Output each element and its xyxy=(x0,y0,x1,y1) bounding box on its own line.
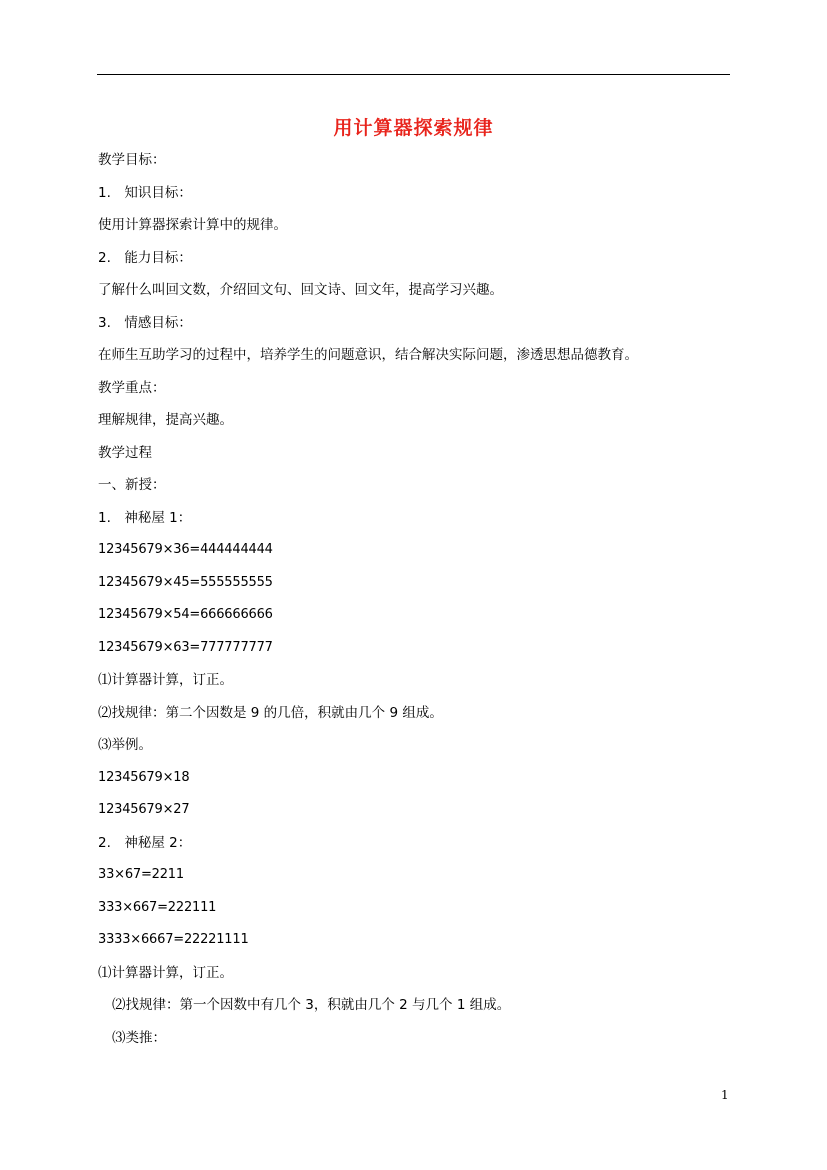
document-title: 用计算器探索规律 xyxy=(333,117,494,139)
mystery-house-2-heading: 2. 神秘屋 2： xyxy=(98,835,192,851)
heading-process: 教学过程 xyxy=(98,445,152,461)
goal-knowledge-heading: 1. 知识目标： xyxy=(98,185,192,201)
goal-ability-heading: 2. 能力目标： xyxy=(98,250,192,266)
section-new-lesson: 一、新授： xyxy=(98,477,166,493)
example-line: 12345679×27 xyxy=(98,802,190,817)
step-examples: ⑶举例。 xyxy=(98,737,152,753)
step-analogy: ⑶类推： xyxy=(112,1030,166,1046)
equation-line: 12345679×63=777777777 xyxy=(98,640,273,655)
example-line: 12345679×18 xyxy=(98,770,190,785)
equation-line: 12345679×36=444444444 xyxy=(98,542,273,557)
equation-line: 12345679×54=666666666 xyxy=(98,607,273,622)
equation-line: 3333×6667=22221111 xyxy=(98,932,249,947)
step-find-pattern: ⑵找规律：第二个因数是 9 的几倍，积就由几个 9 组成。 xyxy=(98,705,443,721)
goal-emotion-text: 在师生互助学习的过程中，培养学生的问题意识，结合解决实际问题，渗透思想品德教育。 xyxy=(98,347,638,363)
goal-knowledge-text: 使用计算器探索计算中的规律。 xyxy=(98,217,287,233)
step-find-pattern: ⑵找规律：第一个因数中有几个 3，积就由几个 2 与几个 1 组成。 xyxy=(112,997,511,1013)
equation-line: 33×67=2211 xyxy=(98,867,184,882)
page-number: 1 xyxy=(721,1088,729,1102)
equation-line: 333×667=222111 xyxy=(98,900,217,915)
heading-teaching-goals: 教学目标： xyxy=(98,152,166,168)
step-calculate: ⑴计算器计算，订正。 xyxy=(98,965,233,981)
step-calculate: ⑴计算器计算，订正。 xyxy=(98,672,233,688)
equation-line: 12345679×45=555555555 xyxy=(98,575,273,590)
heading-key-points: 教学重点： xyxy=(98,380,166,396)
goal-ability-text: 了解什么叫回文数，介绍回文句、回文诗、回文年，提高学习兴趣。 xyxy=(98,282,503,298)
mystery-house-1-heading: 1. 神秘屋 1： xyxy=(98,510,192,526)
key-points-text: 理解规律，提高兴趣。 xyxy=(98,412,233,428)
goal-emotion-heading: 3. 情感目标： xyxy=(98,315,192,331)
header-rule xyxy=(97,74,730,75)
